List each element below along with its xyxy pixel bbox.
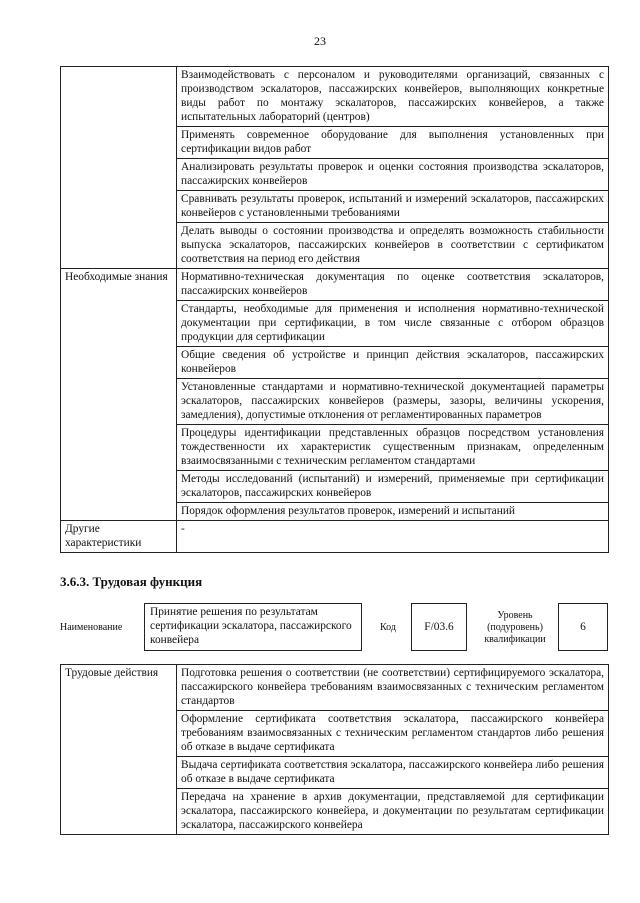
row-item: Выдача сертификата соответствия эскалатора, пассажирского конвейера либо решения об отказе в выдаче сертификата bbox=[177, 757, 609, 789]
row-item: Порядок оформления результатов проверок, измерений и испытаний bbox=[177, 503, 609, 521]
row-item: Делать выводы о состоянии производства и определять возможность стабильности выпуска эскалаторов, пассажирских конвейеров в соответствии с сертификатом соответствия на период его действия bbox=[177, 223, 609, 269]
row-item: - bbox=[177, 521, 609, 553]
row-item: Оформление сертификата соответствия эскалатора, пассажирского конвейера требованиям взаимосвязанных с техническим регламентом стандартов либо решения об отказе в выдаче сертификата bbox=[177, 711, 609, 757]
section-heading: 3.6.3. Трудовая функция bbox=[60, 574, 203, 589]
function-name-box: Принятие решения по результатам сертификации эскалатора, пассажирского конвейера bbox=[144, 603, 362, 651]
row-item: Анализировать результаты проверок и оценки состояния производства эскалаторов, пассажирских конвейеров bbox=[177, 159, 609, 191]
row-item: Методы исследований (испытаний) и измерений, применяемые при сертификации эскалаторов, пассажирских конвейеров bbox=[177, 471, 609, 503]
row-item: Подготовка решения о соответствии (не соответствии) сертифицируемого эскалатора, пассажирского конвейера требованиям взаимосвязанных с техническим регламентом стандартов bbox=[177, 665, 609, 711]
code-label: Код bbox=[380, 622, 396, 633]
name-label: Наименование bbox=[60, 622, 123, 633]
row-item: Процедуры идентификации представленных образцов посредством установления тождественности их характеристик существенным признакам, определенным взаимосвязанными с техническим регламентом стандартами bbox=[177, 425, 609, 471]
table-row bbox=[61, 67, 609, 127]
row-item: Применять современное оборудование для выполнения установленных при сертификации видов работ bbox=[177, 127, 609, 159]
row-item: Взаимодействовать с персоналом и руководителями организаций, связанных с производством эскалаторов, пассажирских конвейеров, выполняющих конкретные виды работ по монтажу эскалаторов, пассажирских конвейеров, а также испытательных лабораторий (центров) bbox=[177, 67, 609, 127]
qualification-level-box: 6 bbox=[558, 603, 608, 651]
row-item: Установленные стандартами и нормативно-технической документацией параметры эскалаторов, пассажирских конвейеров (размеры, зазоры, величины ускорения, замедления), допустимые отклонения от регламентированных параметров bbox=[177, 379, 609, 425]
row-label: Трудовые действия bbox=[61, 665, 177, 835]
table-row bbox=[61, 521, 609, 553]
row-item: Нормативно-техническая документация по оценке соответствия эскалаторов, пассажирских конвейеров bbox=[177, 269, 609, 301]
row-label: Другие характеристики bbox=[61, 521, 177, 553]
row-item: Сравнивать результаты проверок, испытаний и измерений эскалаторов, пассажирских конвейеров с установленными требованиями bbox=[177, 191, 609, 223]
row-label bbox=[61, 67, 177, 269]
level-label: Уровень (подуровень) квалификации bbox=[484, 610, 546, 645]
table-row bbox=[61, 665, 609, 711]
row-label: Необходимые знания bbox=[61, 269, 177, 521]
labor-actions-table bbox=[60, 664, 609, 835]
row-item: Передача на хранение в архив документации, представляемой для сертификации эскалатора, пассажирского конвейера, и документации по результатам сертификации эскалатора, пассажирского конвейера bbox=[177, 789, 609, 835]
function-code-box: F/03.6 bbox=[411, 603, 467, 651]
page-number: 23 bbox=[314, 34, 326, 48]
table-row bbox=[61, 269, 609, 301]
skills-knowledge-table bbox=[60, 66, 609, 553]
row-item: Общие сведения об устройстве и принцип действия эскалаторов, пассажирских конвейеров bbox=[177, 347, 609, 379]
row-item: Стандарты, необходимые для применения и исполнения нормативно-технической документации при сертификации, в том числе связанные с отбором образцов продукции для сертификации bbox=[177, 301, 609, 347]
